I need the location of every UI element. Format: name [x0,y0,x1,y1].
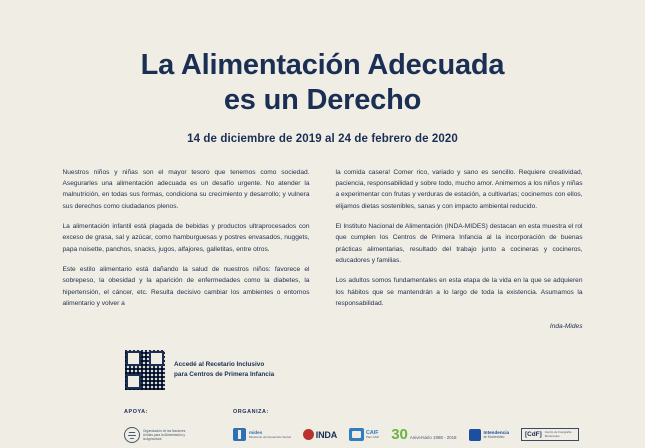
title-line-2: es un Derecho [223,84,422,117]
mides-sub: Ministerio de Desarrollo Social [249,434,291,439]
apoya-logos [124,422,187,448]
inda-logo-text: INDA [315,429,337,440]
qr-code-icon[interactable] [124,349,166,391]
paragraph: Este estilo alimentario está dañando la salud de nuestros niños: favorece el sobrepeso, la obesidad y la aparición de enfermedades como la diabetes, la hipertensión, el cáncer, etc. Resulta decisivo cambiar los ambientes o entornos alimentario y volver a [62,266,310,308]
cdf-logo [521,428,579,441]
intendencia-name: Intendencia [483,430,510,436]
paragraph: Los adultos somos fundamentales en esta etapa de la vida en la que se adquieren los hábitos que se mantendrán a lo largo de toda la existencia. Asumamos la responsabilidad. [335,277,583,308]
fao-logo [124,427,187,443]
paragraph: La alimentación infantil está plagada de bebidas y productos ultraprocesados con exceso de grasa, sal y azúcar, como hamburguesas y postres envasados, nuggets, papa noisette, panchos, snacks, jugos, alfajores, galletitas, entre otros. [62,223,310,253]
fao-logo-text: Organización de las Naciones Unidas para la Alimentación y la Agricultura [143,428,186,441]
intendencia-sub: de Montevideo [483,434,505,439]
qr-section[interactable] [124,349,645,391]
inda-logo [303,429,337,440]
organiza-group [233,409,579,448]
inda-mark-icon [303,429,314,440]
organiza-label: ORGANIZA: [233,408,269,415]
caif-logo-text [366,431,379,439]
paragraph: la comida casera! Comer rico, variado y sano es sencillo. Requiere creatividad, paciencia, responsabilidad y sobre todo, mucho amor. Animemos a los niños y niñas a experimentar con frutas y verduras de estación, a cultivarlas; cocinemos con ellos, elijamos dietas sostenibles, sanas y con impacto ambiental reducido. [335,168,583,210]
exhibition-dates: 14 de diciembre de 2019 al 24 de febrero de 2020 [187,132,458,145]
mides-mark-icon [233,428,246,441]
caif-mark-icon [349,428,364,441]
caif-sub: Plan CAIF [366,434,380,439]
mides-name: mides [249,430,263,436]
intendencia-mark-icon [469,429,481,441]
signature: Inda-Mides [549,323,583,331]
page-title [0,48,645,119]
mides-logo [233,428,291,441]
credits-row [124,409,645,448]
paragraph: El Instituto Nacional de Alimentación (INDA-MIDES) destacan en esta muestra el rol que cumplen los Centros de Primera Infancia al la incorporación de buenas prácticas alimentarias, resultado del trabajo junto a cocineras y cocineros, educadores y familias. [335,223,583,265]
qr-caption-line-2: para Centros de Primera Infancia [174,370,275,378]
intendencia-logo-text [484,430,510,439]
title-line-1: La Alimentación Adecuada [140,49,505,81]
apoya-group [124,409,187,448]
anniversary-logo [391,427,456,442]
title-block [0,0,645,145]
anniversary-number: 30 [391,426,408,444]
cdf-sub: Centro de Fotografía Montevideo [544,430,572,438]
fao-globe-icon [124,427,140,443]
caif-name: CAIF [366,429,379,436]
qr-caption [174,360,274,379]
cdf-logo-text: [CdF] [525,431,542,439]
right-column [336,167,583,333]
paragraph: Nuestros niños y niñas son el mayor tesoro que tenemos como sociedad. Asegurarles una alimentación adecuada es un desafío urgente. No atender la malnutrición, en todas sus formas, condiciona su crecimiento y desarrollo; y vulnera sus derechos como ciudadanos plenos. [62,168,310,210]
anniversary-text: Aniversario 1988 - 2018 [409,435,457,441]
organiza-logos [233,422,579,448]
body-columns [63,167,583,333]
mides-logo-text [249,430,291,439]
left-column [63,167,310,333]
apoya-label: APOYA: [124,408,149,415]
qr-caption-line-1: Accedé al Recetario Inclusivo [174,361,265,369]
intendencia-montevideo-logo [469,429,510,441]
caif-logo [349,428,379,441]
